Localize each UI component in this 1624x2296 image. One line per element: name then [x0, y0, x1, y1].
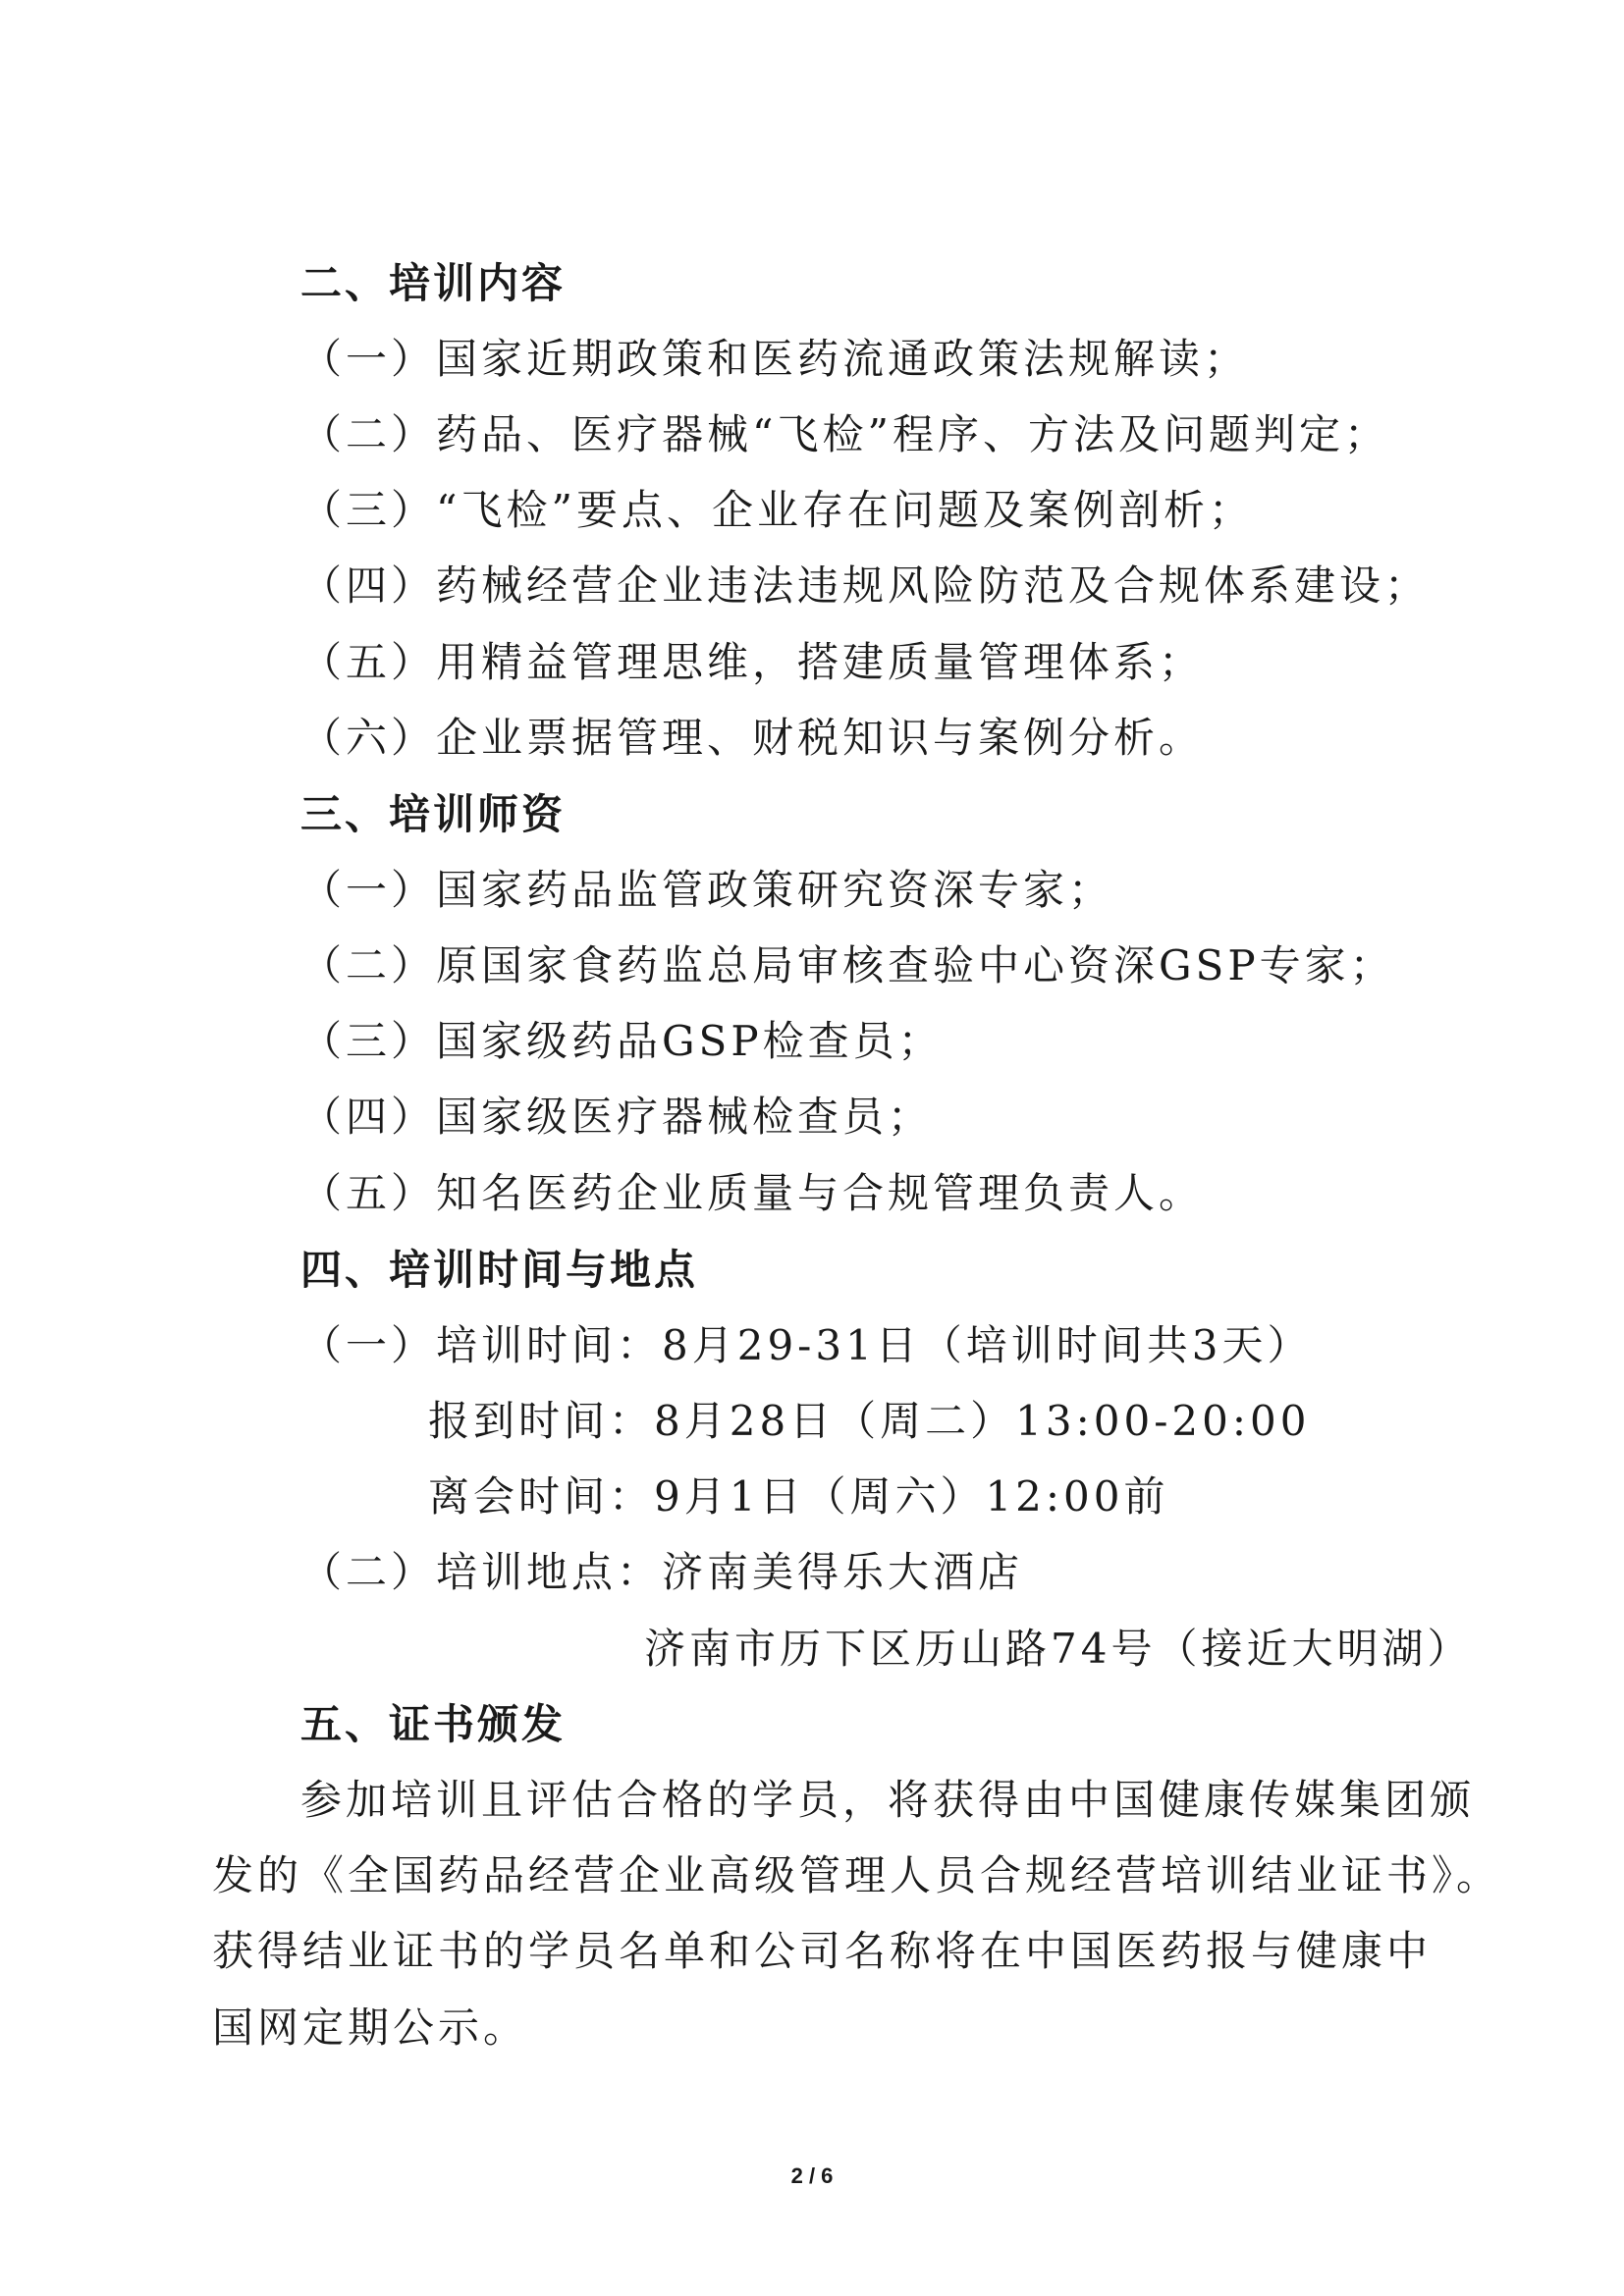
list-item: （一）培训时间：8月29-31日（培训时间共3天）: [300, 1321, 1313, 1369]
list-item: （二）培训地点：济南美得乐大酒店: [300, 1548, 1024, 1596]
section-heading-content: 二、培训内容: [300, 259, 567, 307]
list-item: （四）国家级医疗器械检查员；: [300, 1093, 934, 1141]
list-item: （一）国家药品监管政策研究资深专家；: [300, 866, 1114, 914]
paragraph-line: 发的《全国药品经营企业高级管理人员合规经营培训结业证书》。: [212, 1851, 1502, 1899]
list-item: （三）“飞检”要点、企业存在问题及案例剖析；: [300, 486, 1254, 534]
section-heading-certificate: 五、证书颁发: [300, 1700, 567, 1748]
list-item: （三）国家级药品GSP检查员；: [300, 1017, 944, 1065]
list-item: 济南市历下区历山路74号（接近大明湖）: [644, 1625, 1473, 1673]
list-item: （二）药品、医疗器械“飞检”程序、方法及问题判定；: [300, 410, 1389, 458]
list-item: （四）药械经营企业违法违规风险防范及合规体系建设；: [300, 561, 1431, 610]
list-item: （五）知名医药企业质量与合规管理负责人。: [300, 1169, 1205, 1217]
page-number: 2 / 6: [790, 2163, 834, 2188]
list-item: （二）原国家食药监总局审核查验中心资深GSP专家；: [300, 941, 1395, 989]
list-item: 离会时间：9月1日（周六）12:00前: [428, 1472, 1169, 1521]
section-heading-time-venue: 四、培训时间与地点: [300, 1246, 699, 1294]
list-item: （一）国家近期政策和医药流通政策法规解读；: [300, 335, 1250, 383]
list-item: 报到时间：8月28日（周二）13:00-20:00: [428, 1397, 1311, 1445]
section-heading-faculty: 三、培训师资: [300, 790, 567, 838]
list-item: （五）用精益管理思维，搭建质量管理体系；: [300, 638, 1205, 686]
paragraph-line: 参加培训且评估合格的学员，将获得由中国健康传媒集团颁: [300, 1776, 1476, 1824]
paragraph-line: 获得结业证书的学员名单和公司名称将在中国医药报与健康中: [212, 1927, 1433, 1975]
paragraph-line: 国网定期公示。: [212, 2003, 529, 2052]
list-item: （六）企业票据管理、财税知识与案例分析。: [300, 714, 1205, 762]
